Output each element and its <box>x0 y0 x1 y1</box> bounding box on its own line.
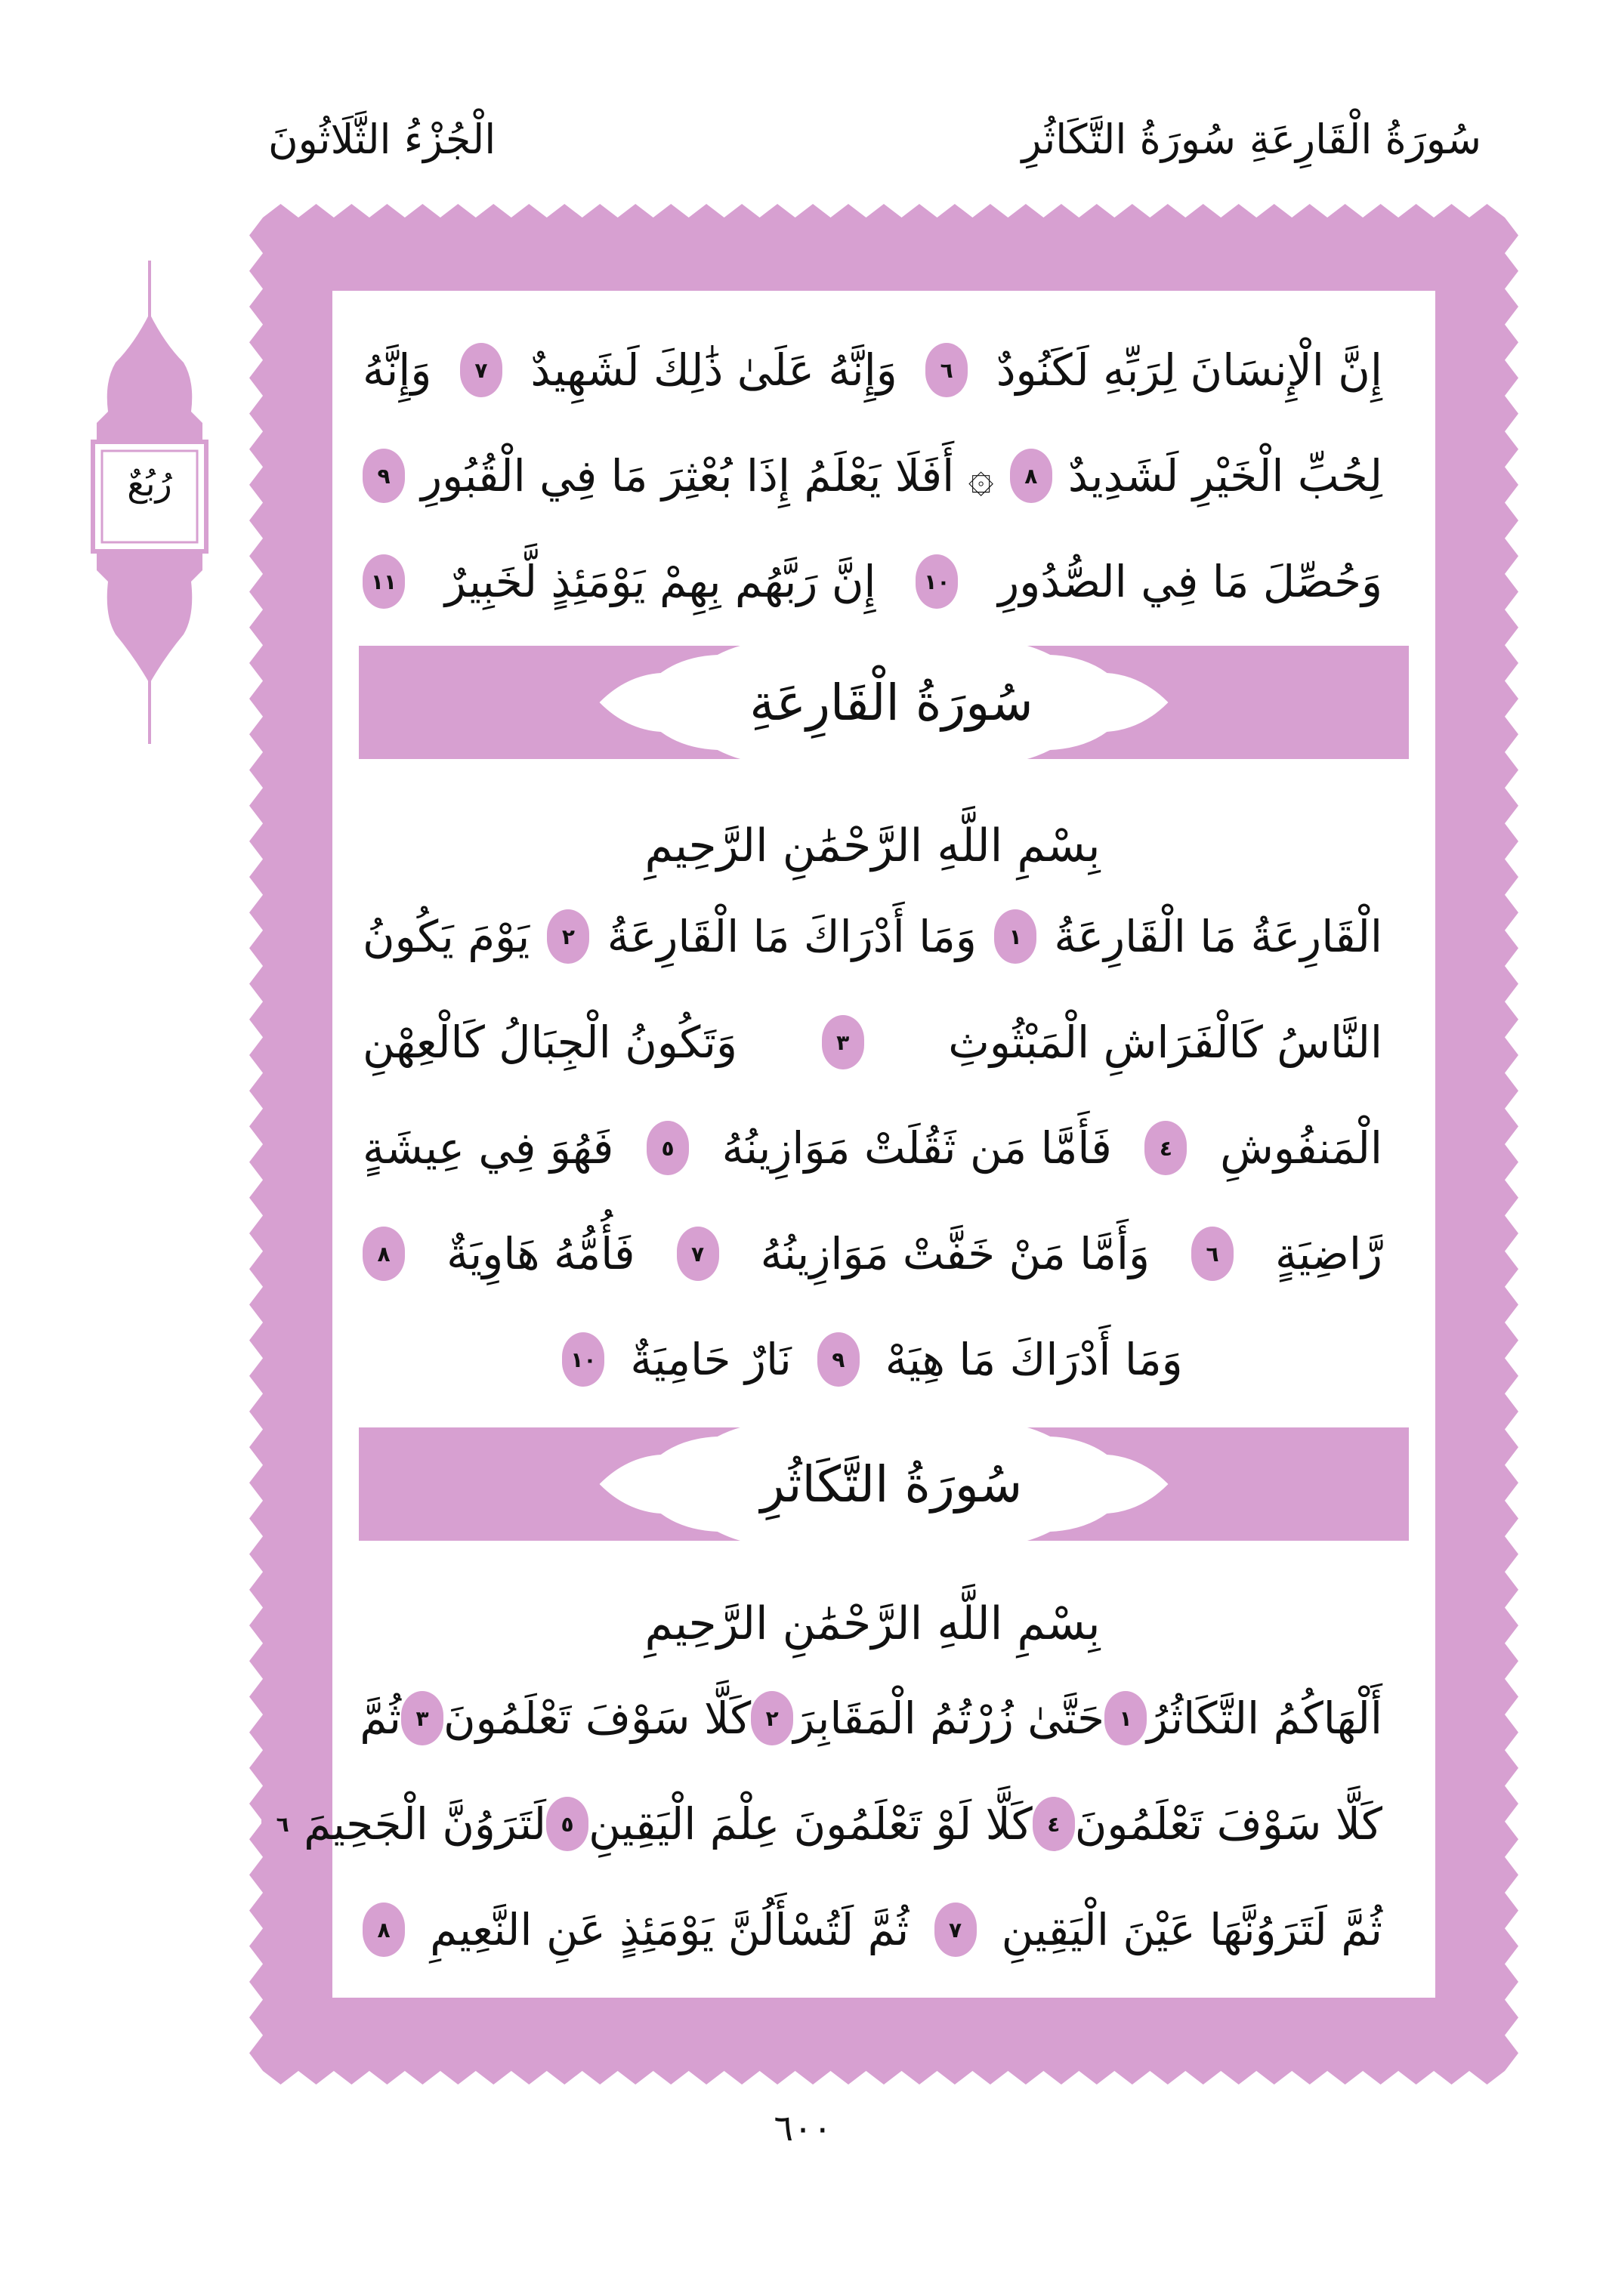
verse-line <box>363 1212 1382 1295</box>
verse-text: فَهُوَ فِي عِيشَةٍ <box>363 1122 614 1174</box>
verse-line <box>363 329 1382 412</box>
ayah-number-marker: ٦ <box>261 1797 304 1851</box>
verse-text: وَإِنَّهُ عَلَىٰ ذَٰلِكَ لَشَهِيدٌ <box>530 344 897 396</box>
basmala: بِسْمِ اللَّهِ الرَّحْمَٰنِ الرَّحِيمِ <box>644 819 1101 872</box>
verse-text: ثُمَّ لَتَرَوُنَّهَا عَيْنَ الْيَقِينِ <box>1001 1904 1382 1955</box>
verse-text: أَلْهَاكُمُ التَّكَاثُرُ <box>1147 1693 1382 1744</box>
ayah-number-marker: ١٠ <box>562 1332 604 1387</box>
header-juz-name: الْجُزْءُ الثَّلَاثُونَ <box>268 116 496 163</box>
verse-text: لِحُبِّ الْخَيْرِ لَشَدِيدٌ <box>1067 450 1382 501</box>
ayah-number-marker: ٦ <box>1191 1227 1234 1281</box>
surah-title: سُورَةُ التَّكَاثُرِ <box>760 1455 1023 1514</box>
verse-text: وَمَا أَدْرَاكَ مَا الْقَارِعَةُ <box>607 911 977 962</box>
ayah-number-marker: ٣ <box>822 1015 864 1069</box>
ayah-number-marker: ١ <box>994 909 1036 964</box>
verse-text: ثُمَّ <box>360 1693 401 1744</box>
ayah-number-marker: ٥ <box>546 1797 588 1851</box>
ayah-number-marker: ٢ <box>547 909 589 964</box>
verse-line <box>363 434 1382 517</box>
verse-text: وَمَا أَدْرَاكَ مَا هِيَهْ <box>885 1334 1183 1385</box>
ayah-number-marker: ٩ <box>817 1332 860 1387</box>
page-number: ٦٠٠ <box>774 2107 832 2149</box>
surah-title: سُورَةُ الْقَارِعَةِ <box>749 673 1033 732</box>
ayah-number-marker: ٤ <box>1033 1797 1075 1851</box>
verse-text: وَحُصِّلَ مَا فِي الصُّدُورِ <box>998 556 1382 607</box>
verse-line <box>360 1677 1382 1760</box>
rub-label: رُبُعٌ <box>127 463 172 504</box>
ayah-number-marker: ٣ <box>401 1691 443 1745</box>
verse-text: إِنَّ الْإِنسَانَ لِرَبِّهِ لَكَنُودٌ <box>996 344 1382 396</box>
verse-text: ثُمَّ لَتُسْأَلُنَّ يَوْمَئِذٍ عَنِ النَّعِيمِ <box>430 1904 910 1955</box>
verse-text: نَارٌ حَامِيَةٌ <box>630 1334 792 1385</box>
verse-text: الْمَنفُوشِ <box>1220 1122 1382 1174</box>
verse-text: إِنَّ رَبَّهُم بِهِمْ يَوْمَئِذٍ لَّخَبِيرٌ <box>444 556 876 607</box>
ayah-number-marker: ٢ <box>751 1691 793 1745</box>
ayah-number-marker: ١٠ <box>916 554 958 609</box>
ayah-number-marker: ٧ <box>934 1903 977 1957</box>
verse-line <box>363 1318 1382 1401</box>
ayah-number-marker: ٨ <box>1010 449 1052 503</box>
ayah-number-marker: ٥ <box>647 1121 689 1175</box>
verse-line <box>363 540 1382 623</box>
verse-text: لَتَرَوُنَّ الْجَحِيمَ <box>304 1798 547 1850</box>
verse-text: وَأَمَّا مَنْ خَفَّتْ مَوَازِينُهُ <box>760 1228 1150 1279</box>
verse-text: وَتَكُونُ الْجِبَالُ كَالْعِهْنِ <box>363 1017 737 1068</box>
ayah-number-marker: ١١ <box>363 554 405 609</box>
basmala: بِسْمِ اللَّهِ الرَّحْمَٰنِ الرَّحِيمِ <box>644 1597 1101 1650</box>
verse-text: النَّاسُ كَالْفَرَاشِ الْمَبْثُوثِ <box>948 1017 1382 1068</box>
ayah-number-marker: ٨ <box>363 1903 405 1957</box>
ayah-number-marker: ٤ <box>1144 1121 1187 1175</box>
header-next-surah-name: سُورَةُ التَّكَاثُرِ <box>1021 116 1236 163</box>
ayah-number-marker: ٨ <box>363 1227 405 1281</box>
ayah-number-marker: ١ <box>1104 1691 1147 1745</box>
verse-text: كَلَّا سَوْفَ تَعْلَمُونَ <box>443 1693 752 1744</box>
header-surah-name: سُورَةُ الْقَارِعَةِ <box>1249 116 1481 163</box>
verse-text: رَّاضِيَةٍ <box>1275 1228 1382 1279</box>
verse-text: ۞ أَفَلَا يَعْلَمُ إِذَا بُعْثِرَ مَا فِي الْقُبُورِ <box>421 450 994 501</box>
ayah-number-marker: ٩ <box>363 449 405 503</box>
verse-text: كَلَّا لَوْ تَعْلَمُونَ عِلْمَ الْيَقِينِ <box>588 1798 1033 1850</box>
verse-text: كَلَّا سَوْفَ تَعْلَمُونَ <box>1074 1798 1382 1850</box>
verse-text: حَتَّىٰ زُرْتُمُ الْمَقَابِرَ <box>793 1693 1105 1744</box>
ayah-number-marker: ٧ <box>460 343 502 397</box>
verse-line <box>363 895 1382 978</box>
verse-line <box>363 1888 1382 1971</box>
ayah-number-marker: ٦ <box>925 343 968 397</box>
verse-text: وَإِنَّهُ <box>363 344 432 396</box>
verse-text: فَأَمَّا مَن ثَقُلَتْ مَوَازِينُهُ <box>721 1122 1112 1174</box>
verse-text: يَوْمَ يَكُونُ <box>363 911 530 962</box>
verse-line <box>276 1782 1382 1866</box>
verse-text: فَأُمُّهُ هَاوِيَةٌ <box>446 1228 635 1279</box>
ayah-number-marker: ٧ <box>677 1227 719 1281</box>
verse-line <box>363 1001 1382 1084</box>
verse-text: الْقَارِعَةُ مَا الْقَارِعَةُ <box>1054 911 1382 962</box>
verse-line <box>363 1106 1382 1190</box>
